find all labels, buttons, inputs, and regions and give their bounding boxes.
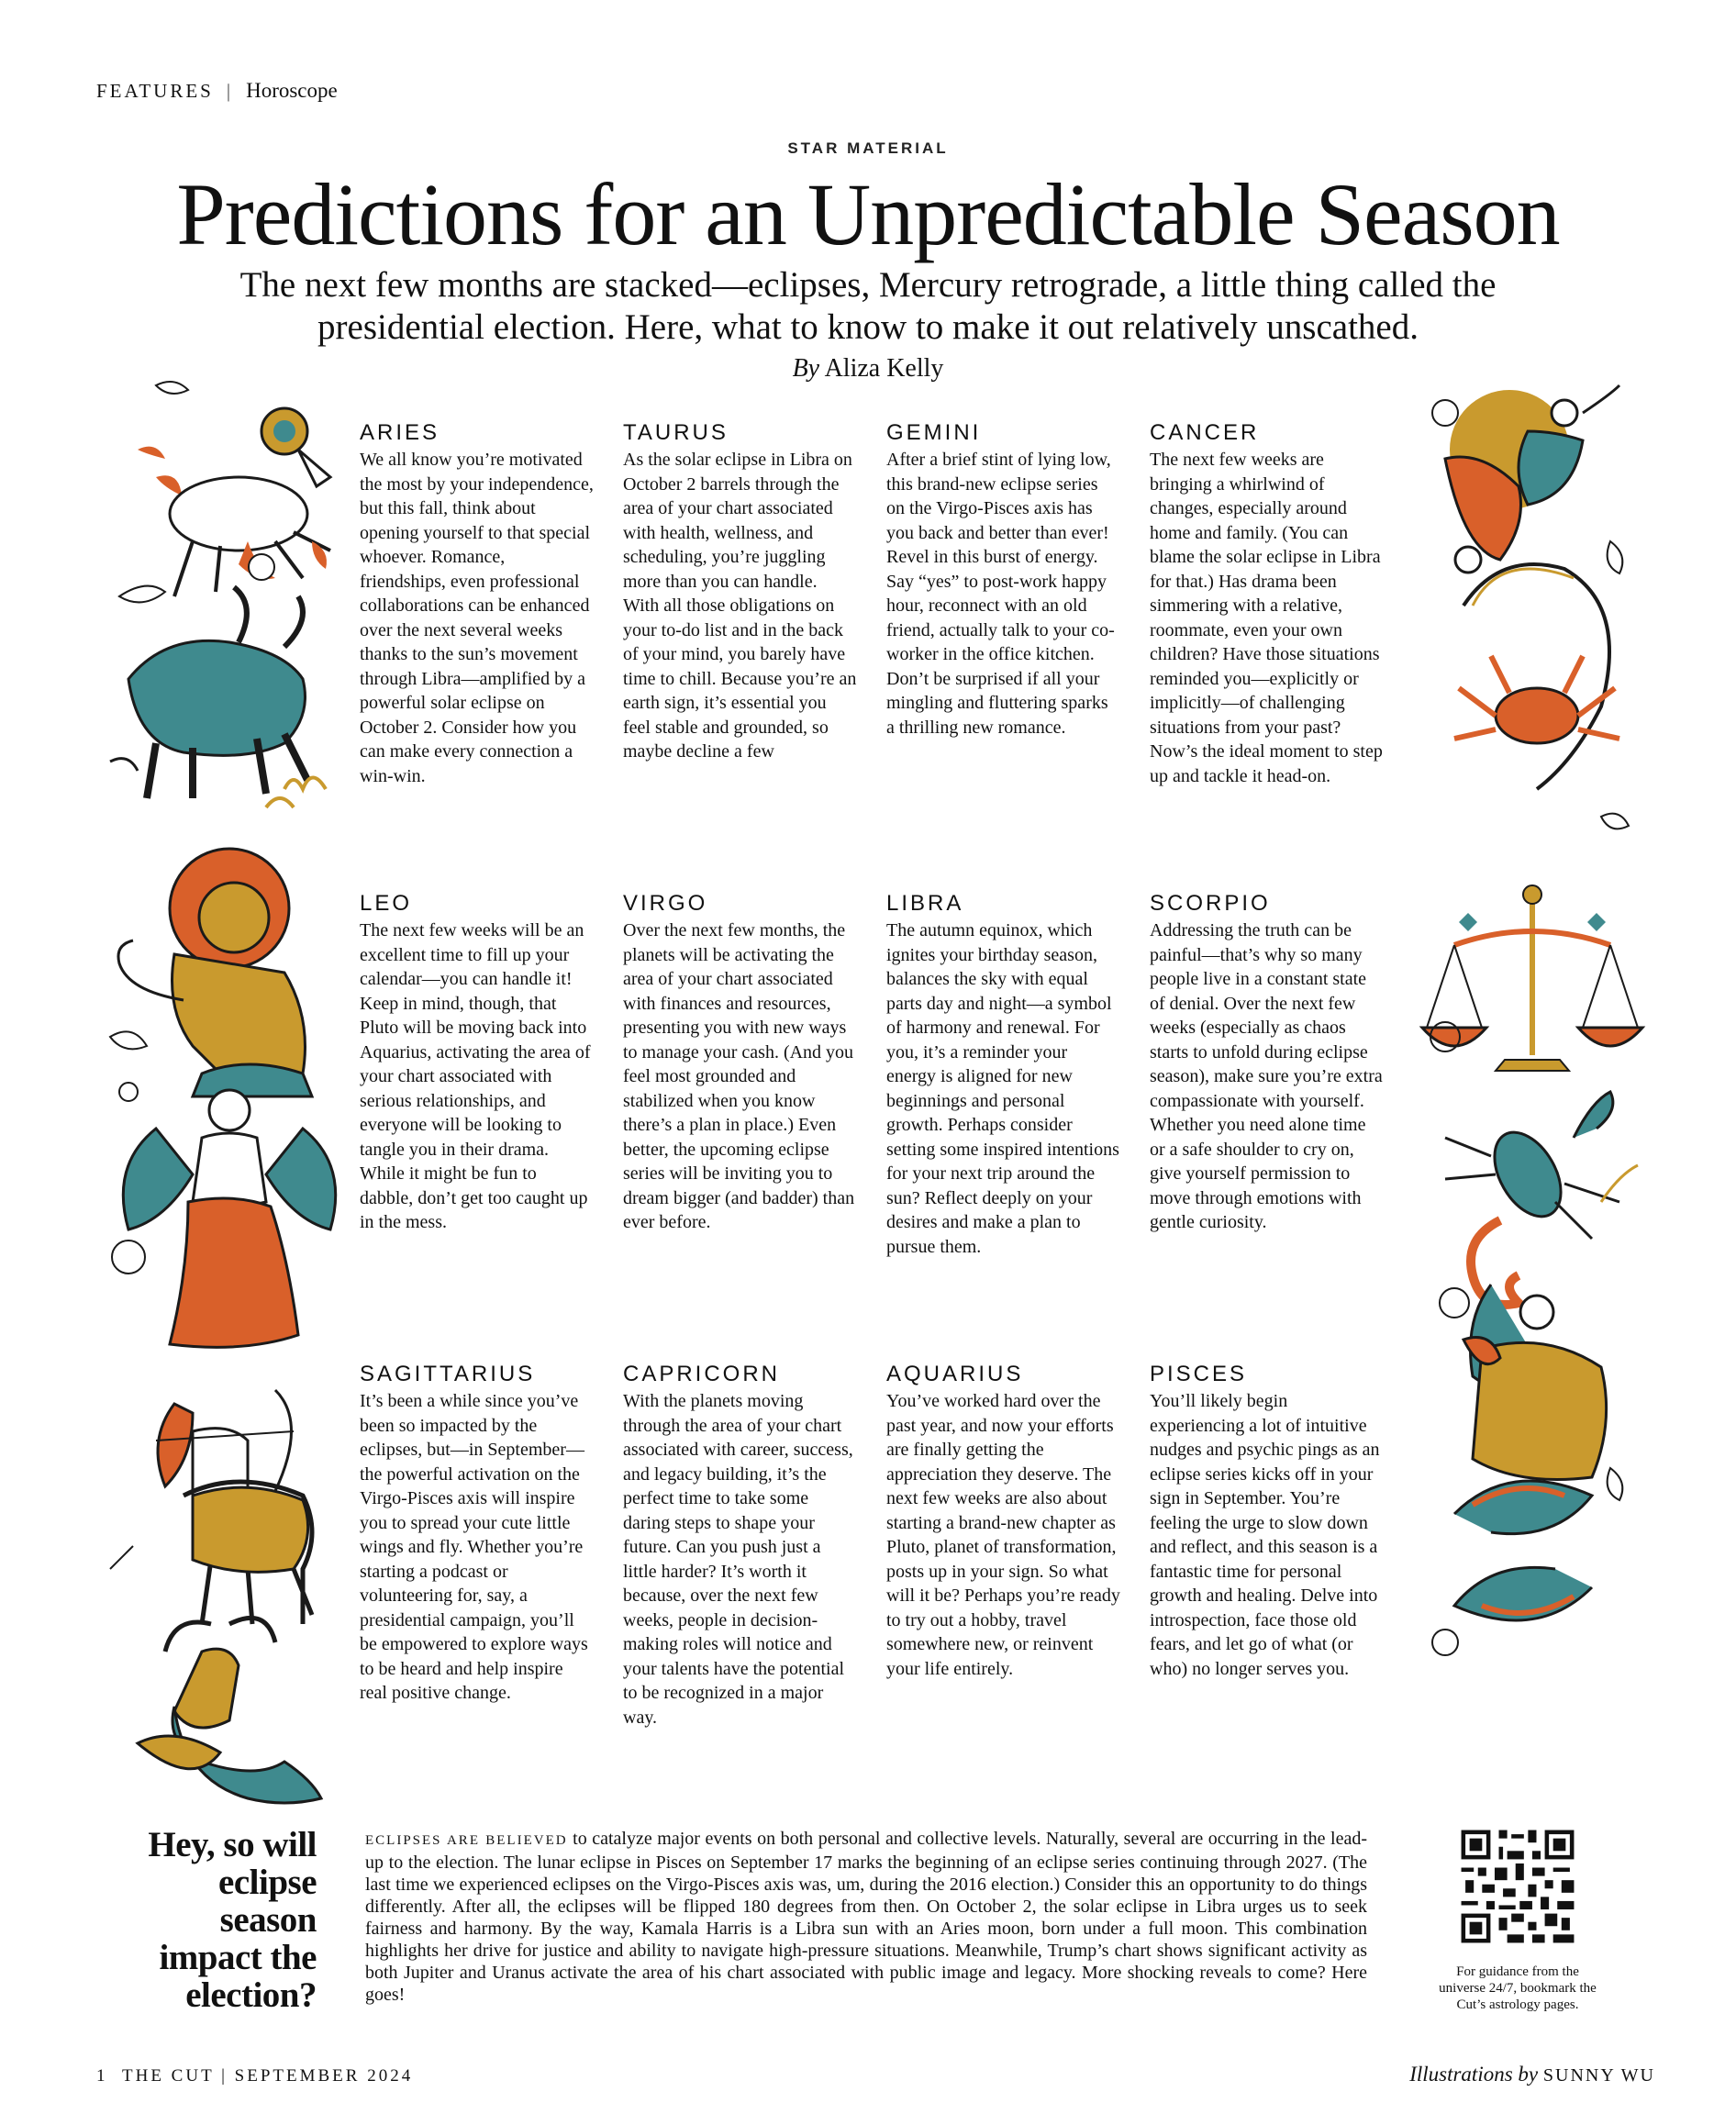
sign-capricorn — [623, 1362, 857, 1730]
sign-text: Over the next few months, the planets will be activating the area of your chart associated with finances and resources, presenting you with new ways to manage your cash. (And you feel most grounded and stabilized when you know there’s a plan in place.) Even better, the upcoming eclipse series will be inviting you to dream bigger (and badder) than ever before. — [623, 920, 855, 1232]
page-number: 1 — [96, 2066, 108, 2086]
issue-date: SEPTEMBER 2024 — [234, 2066, 414, 2086]
sign-name: CAPRICORN — [623, 1362, 781, 1386]
sign-leo — [360, 891, 594, 1235]
sign-sagittarius — [360, 1362, 594, 1706]
aquarius-water-bearer-illustration — [1440, 1285, 1607, 1480]
sagittarius-archer-illustration — [110, 1390, 312, 1624]
sign-gemini — [886, 420, 1120, 740]
sign-name: TAURUS — [623, 420, 729, 445]
sign-name: SAGITTARIUS — [360, 1362, 536, 1386]
sign-text: The autumn equinox, which ignites your birthday season, balances the sky with equal parts day and night—a symbol of harmony and renewal. For you, it’s a reminder your energy is aligned for new beginnings and personal growth. Perhaps consider setting some inspired intentions for your next trip around the sun? Reflect deeply on your desires and make a plan to pursue them. — [886, 920, 1119, 1257]
sign-text: After a brief stint of lying low, this brand-new eclipse series on the Virgo-Pisces axis has you back and better than ever! Revel in this burst of energy. Say “yes” to post-work happy hour, reconnect with an old friend, actually talk to your co-worker in the office kitchen. Don’t be surprised if all your mingling and fluttering sparks a thrilling new romance. — [886, 450, 1115, 738]
author: Aliza Kelly — [824, 354, 944, 383]
sign-text: The next few weeks will be an excellent time to fill up your calendar—you can handle it! Keep in mind, though, that Pluto will be moving back into Aquarius, activating the area of your chart associated with serious relationships, and everyone will be looking to tangle you in their drama. While it might be fun to dabble, don’t get too caught up in the mess. — [360, 920, 591, 1232]
capricorn-seagoat-illustration — [138, 1618, 321, 1803]
section-label[interactable]: FEATURES — [96, 80, 214, 102]
byline-prefix: By — [792, 354, 820, 383]
qr-caption: For guidance from the universe 24/7, bookmark the Cut’s astrology pages. — [1439, 1964, 1597, 2012]
cancer-crab-illustration — [1454, 564, 1629, 829]
leo-lion-illustration — [110, 849, 312, 1101]
left-illustrations — [101, 376, 349, 1808]
sign-text: It’s been a while since you’ve been so impacted by the eclipses, but—in September—the powerful activation on the Virgo-Pisces axis will inspire you to spread your cute little wings and fly. Whether you’re starting a podcast or volunteering for, say, a presidential campaign, you’ll be empowered to explore ways to be heard and help inspire real positive change. — [360, 1391, 588, 1703]
dek: The next few months are stacked—eclipses, Mercury retrograde, a little thing called the presidential election. Here, what to know to make it out relatively unscathed. — [239, 265, 1497, 347]
sign-libra — [886, 891, 1120, 1259]
sign-name: AQUARIUS — [886, 1362, 1024, 1386]
sign-taurus — [623, 420, 857, 764]
sign-name: GEMINI — [886, 420, 982, 445]
sign-name: LIBRA — [886, 891, 964, 916]
sign-name: SCORPIO — [1150, 891, 1271, 916]
qr-code-icon[interactable] — [1457, 1826, 1578, 1947]
taurus-bull-illustration — [110, 587, 326, 807]
sign-text: We all know you’re motivated the most by your independence, but this fall, think about opening yourself to that special whoever. Romance, friendships, even professional collaborations can be enhanced over the next several weeks thanks to the sun’s movement through Libra—amplified by a powerful solar eclipse on October 2. Consider how you can make every connection a win-win. — [360, 450, 594, 786]
libra-scales-illustration — [1422, 885, 1642, 1071]
sign-text: The next few weeks are bringing a whirlwind of changes, especially around home and family. (You can blame the solar eclipse in Libra for that.) Has drama been simmering with a relative, roommate, even your own children? Have those situations reminded you—explicitly or implicitly—of challenging situations from your past? Now’s the ideal moment to step up and tackle it head-on. — [1150, 450, 1383, 786]
pisces-fish-illustration — [1432, 1468, 1622, 1655]
sign-scorpio — [1150, 891, 1384, 1235]
sign-text: You’ve worked hard over the past year, and now your efforts are finally getting the appreciation they deserve. The next few weeks are also about starting a brand-new chapter as Pluto, planet of transformation, posts up in your sign. So what will it be? Perhaps you’re ready to try out a hobby, travel somewhere new, or reinvent your life entirely. — [886, 1391, 1120, 1679]
illustration-credit — [1409, 2063, 1655, 2086]
sign-name: CANCER — [1150, 420, 1260, 445]
sign-name: ARIES — [360, 420, 440, 445]
sign-aquarius — [886, 1362, 1120, 1681]
page-title: Predictions for an Unpredictable Season — [176, 165, 1560, 263]
sidebar-essay — [365, 1828, 1367, 2006]
sign-cancer — [1150, 420, 1384, 788]
illustrator-name: SUNNY WU — [1542, 2065, 1655, 2086]
section-kicker: FEATURES | Horoscope — [96, 79, 338, 102]
magazine-name: THE CUT — [122, 2066, 215, 2086]
sign-virgo — [623, 891, 857, 1235]
virgo-maiden-illustration — [112, 1090, 336, 1347]
sidebar-body: to catalyze major events on both personal and collective levels. Naturally, several are occurring in the lead-up to the election. The lunar eclipse in Pisces on September 17 marks the beginning of an eclipse series continuing through 2027. (The last time we experienced eclipses on the Virgo-Pisces axis was, um, during the 2016 election.) Consider this an opportunity to do things differently. After all, the eclipses will be flipped 180 degrees from then. On October 2, the solar eclipse in Libra urges us to seek fairness and harmony. By the way, Kamala Harris is a Libra sun with an Aries moon, born under a full moon. This combination highlights her drive for justice and ability to navigate high-pressure situations. Meanwhile, Trump’s chart shows significant activity as both Jupiter and Uranus activate the area of his chart associated with public image and legacy. More shocking reveals to come? Here goes! — [365, 1829, 1367, 2005]
sign-text: Addressing the truth can be painful—that’s why so many people live in a constant state of denial. Over the next few weeks (especially as chaos starts to unfold during eclipse season), make sure you’re extra compassionate with yourself. Whether you need alone time or a safe shoulder to cry on, give yourself permission to move through emotions with gentle curiosity. — [1150, 920, 1383, 1232]
eyebrow: STAR MATERIAL — [787, 139, 949, 157]
subsection-label[interactable]: Horoscope — [246, 79, 338, 102]
sign-pisces — [1150, 1362, 1384, 1681]
gemini-twins-illustration — [1432, 385, 1622, 573]
aries-ram-illustration — [119, 382, 330, 602]
sign-name: VIRGO — [623, 891, 708, 916]
sign-aries — [360, 420, 594, 788]
sign-text: As the solar eclipse in Libra on October 2 barrels through the area of your chart associated with health, wellness, and scheduling, you’re juggling more than you can handle. With all those obligations on your to-do list and in the back of your mind, you barely have time to chill. Because you’re an earth sign, it’s essential you feel stable and grounded, so maybe decline a few — [623, 450, 857, 762]
sign-text: With the planets moving through the area of your chart associated with career, success, and legacy building, it’s the perfect time to take some daring steps to shape your future. Can you push just a little harder? It’s worth it because, over the next few weeks, people in decision-making roles will notice and your talents have the potential to be recognized in a major way. — [623, 1391, 853, 1728]
credit-prefix: Illustrations by — [1409, 2063, 1539, 2086]
sidebar-lead: ECLIPSES ARE BELIEVED — [365, 1833, 568, 1848]
folio: 1 THE CUT | SEPTEMBER 2024 — [96, 2066, 414, 2086]
sign-name: PISCES — [1150, 1362, 1248, 1386]
sidebar-question: Hey, so will eclipse season impact the election? — [148, 1825, 317, 2015]
right-illustrations — [1418, 376, 1656, 1808]
sign-text: You’ll likely begin experiencing a lot of intuitive nudges and psychic pings as an eclipse series kicks off in your sign in September. You’re feeling the urge to slow down and reflect, and this season is a fantastic time for personal growth and healing. Delve into introspection, face those old fears, and let go of what (or who) no longer serves you. — [1150, 1391, 1380, 1679]
sign-name: LEO — [360, 891, 413, 916]
